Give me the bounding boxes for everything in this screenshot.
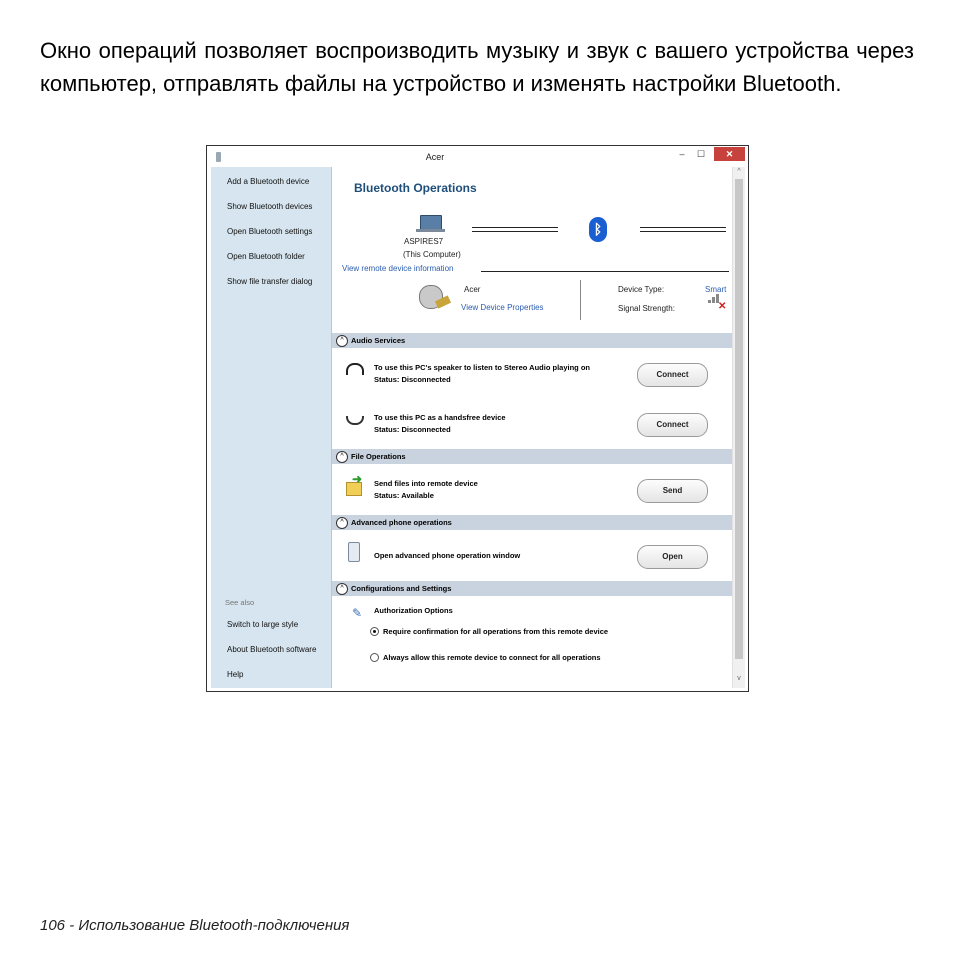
section-file-operations[interactable] bbox=[332, 449, 732, 464]
phone-operation-title: Open advanced phone operation window bbox=[374, 551, 521, 560]
open-button[interactable]: Open bbox=[637, 545, 708, 569]
send-arrow-icon: ➜ bbox=[352, 472, 363, 486]
section-label: Configurations and Settings bbox=[351, 584, 452, 593]
close-button[interactable]: ✕ bbox=[714, 147, 745, 161]
view-device-properties-link[interactable]: View Device Properties bbox=[461, 303, 544, 312]
sidebar-item-about[interactable]: About Bluetooth software bbox=[227, 645, 317, 654]
audio-stereo-title: To use this PC's speaker to listen to Stereo Audio playing on bbox=[374, 363, 590, 372]
phone-icon bbox=[348, 542, 360, 562]
maximize-button[interactable]: ☐ bbox=[696, 149, 706, 159]
headset-icon bbox=[346, 416, 364, 425]
see-also-label: See also bbox=[225, 598, 255, 607]
send-files-status: Status: Available bbox=[374, 491, 434, 500]
minimize-button[interactable]: – bbox=[679, 149, 685, 159]
sidebar-item-show-devices[interactable]: Show Bluetooth devices bbox=[227, 202, 313, 211]
require-confirmation-label: Require confirmation for all operations from this remote device bbox=[383, 627, 609, 636]
section-label: Advanced phone operations bbox=[351, 518, 452, 527]
divider bbox=[481, 271, 729, 272]
section-advanced-phone[interactable] bbox=[332, 515, 732, 530]
title-bar bbox=[207, 146, 748, 167]
require-confirmation-radio[interactable] bbox=[370, 627, 379, 636]
intro-paragraph: Окно операций позволяет воспроизводить музыку и звук с вашего устройства через компьютер, отправлять файлы на устройство и изменять настройки Bluetooth. bbox=[40, 38, 914, 96]
send-files-title: Send files into remote device bbox=[374, 479, 478, 488]
connect-handsfree-button[interactable]: Connect bbox=[637, 413, 708, 437]
laptop-base-icon bbox=[416, 229, 445, 232]
always-allow-label: Always allow this remote device to connect for all operations bbox=[383, 653, 601, 662]
vertical-divider bbox=[580, 280, 581, 320]
sidebar-item-open-folder[interactable]: Open Bluetooth folder bbox=[227, 252, 305, 261]
scroll-up-icon[interactable]: ^ bbox=[737, 168, 741, 175]
audio-handsfree-status: Status: Disconnected bbox=[374, 425, 451, 434]
audio-stereo-status: Status: Disconnected bbox=[374, 375, 451, 384]
authorization-options-title: Authorization Options bbox=[374, 606, 453, 615]
signal-strength-label: Signal Strength: bbox=[618, 304, 675, 313]
audio-handsfree-title: To use this PC as a handsfree device bbox=[374, 413, 506, 422]
page-title: Bluetooth Operations bbox=[354, 181, 477, 195]
page-footer: 106 - Использование Bluetooth-подключения bbox=[40, 917, 350, 934]
bluetooth-window bbox=[206, 145, 749, 692]
collapse-icon[interactable]: ^ bbox=[336, 451, 348, 463]
send-button[interactable]: Send bbox=[637, 479, 708, 503]
sidebar-item-file-transfer[interactable]: Show file transfer dialog bbox=[227, 277, 313, 286]
device-type-label: Device Type: bbox=[618, 285, 665, 294]
section-audio-services[interactable] bbox=[332, 333, 732, 348]
vertical-scrollbar[interactable] bbox=[732, 167, 745, 688]
device-name: Acer bbox=[464, 285, 481, 294]
main-content bbox=[332, 167, 732, 688]
sidebar-item-add-device[interactable]: Add a Bluetooth device bbox=[227, 177, 310, 186]
connect-stereo-button[interactable]: Connect bbox=[637, 363, 708, 387]
computer-name: ASPIRES7 bbox=[404, 237, 444, 246]
always-allow-radio[interactable] bbox=[370, 653, 379, 662]
scroll-thumb[interactable] bbox=[735, 179, 743, 659]
device-type-value: Smart bbox=[705, 285, 727, 294]
collapse-icon[interactable]: ^ bbox=[336, 583, 348, 595]
window-title: Acer bbox=[425, 152, 445, 162]
section-configurations[interactable] bbox=[332, 581, 732, 596]
collapse-icon[interactable]: ^ bbox=[336, 517, 348, 529]
settings-tools-icon: ✎ bbox=[352, 606, 363, 620]
sidebar bbox=[211, 167, 332, 688]
computer-subtitle: (This Computer) bbox=[403, 250, 461, 259]
sidebar-item-open-settings[interactable]: Open Bluetooth settings bbox=[227, 227, 313, 236]
section-label: Audio Services bbox=[351, 336, 406, 345]
view-remote-info-link[interactable]: View remote device information bbox=[342, 264, 454, 273]
laptop-icon bbox=[420, 215, 442, 230]
collapse-icon[interactable]: ^ bbox=[336, 335, 348, 347]
connection-line-right bbox=[640, 227, 726, 232]
sidebar-item-help[interactable]: Help bbox=[227, 670, 244, 679]
bluetooth-icon: ᛒ bbox=[589, 217, 607, 242]
signal-none-icon: ✕ bbox=[718, 301, 727, 312]
scroll-down-icon[interactable]: v bbox=[737, 675, 741, 682]
headphones-icon bbox=[346, 363, 364, 375]
section-label: File Operations bbox=[351, 452, 406, 461]
sidebar-item-large-style[interactable]: Switch to large style bbox=[227, 620, 299, 629]
connection-line-left bbox=[472, 227, 558, 232]
